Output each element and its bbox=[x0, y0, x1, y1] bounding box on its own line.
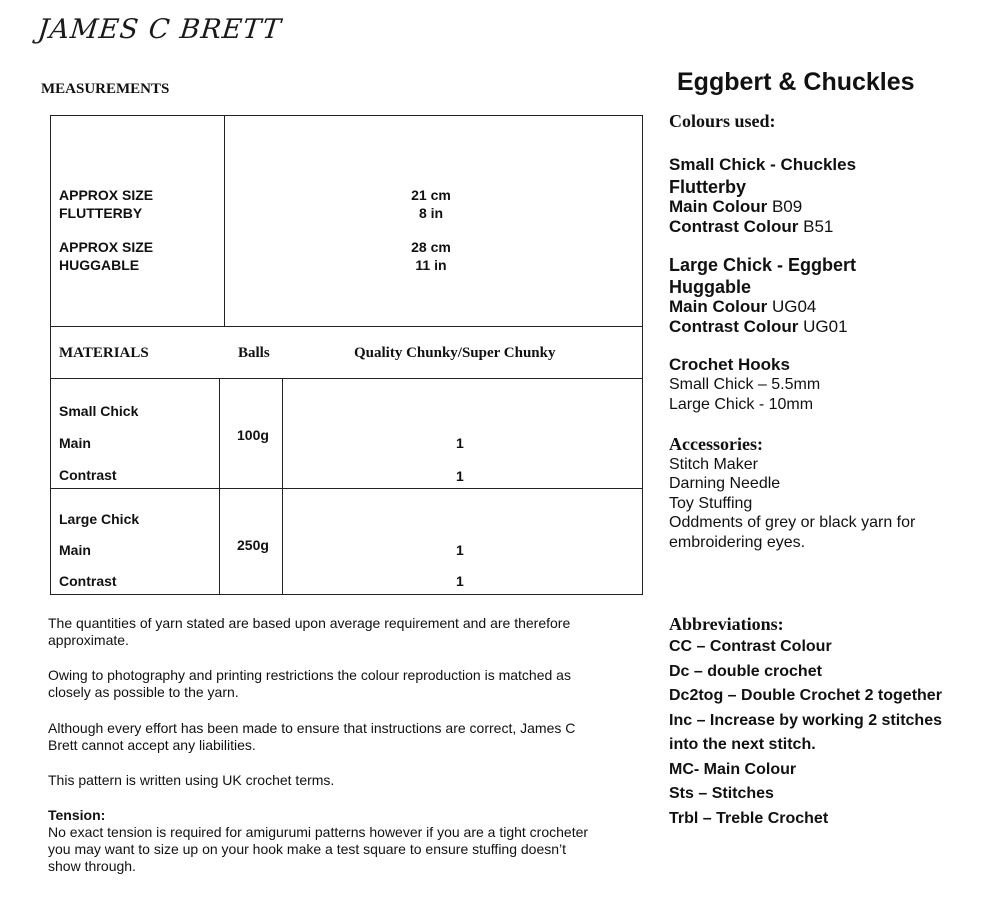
small-chick-subtitle: Flutterby bbox=[669, 177, 747, 197]
accessories bbox=[669, 435, 915, 552]
large-main-qty: 1 bbox=[456, 542, 464, 558]
note-line: Although every effort has been made to ensure that instructions are correct, James C bbox=[48, 720, 576, 736]
note-tension bbox=[48, 807, 648, 875]
small-chick-label: Small Chick bbox=[59, 403, 139, 419]
small-main-qty: 1 bbox=[456, 435, 464, 451]
note-line: No exact tension is required for amigurumi patterns however if you are a tight crocheter bbox=[48, 824, 589, 840]
hook-large: Large Chick - 10mm bbox=[669, 396, 814, 413]
size-cm: 28 cm bbox=[411, 239, 451, 255]
contrast-colour-code: UG01 bbox=[803, 317, 848, 336]
size-label-line: APPROX SIZE bbox=[59, 187, 154, 203]
small-main-label: Main bbox=[59, 435, 91, 451]
measurements-table bbox=[50, 115, 643, 595]
note-line: closely as possible to the yarn. bbox=[48, 684, 239, 700]
abbreviation-item: Dc – double crochet bbox=[669, 662, 822, 680]
large-main-label: Main bbox=[59, 542, 91, 558]
note-line: Owing to photography and printing restrictions the colour reproduction is matched as bbox=[48, 667, 571, 683]
large-chick-label: Large Chick bbox=[59, 511, 140, 527]
size-in: 11 in bbox=[415, 257, 447, 273]
small-chick-title: Small Chick - Chuckles bbox=[669, 155, 857, 174]
size-in: 8 in bbox=[418, 205, 444, 221]
size-huggable-value bbox=[391, 238, 471, 274]
abbreviation-item: into the next stitch. bbox=[669, 736, 816, 753]
accessory-item: Darning Needle bbox=[669, 475, 781, 492]
abbreviation-item: CC – Contrast Colour bbox=[669, 638, 832, 655]
large-contrast-label: Contrast bbox=[59, 573, 117, 589]
small-contrast-label: Contrast bbox=[59, 467, 117, 483]
size-flutterby-label bbox=[59, 186, 153, 222]
abbreviation-item: Inc – Increase by working 2 stitches bbox=[669, 711, 942, 729]
large-chick-subtitle: Huggable bbox=[669, 277, 752, 297]
contrast-colour-label: Contrast Colour bbox=[669, 217, 799, 236]
accessory-item: Toy Stuffing bbox=[669, 494, 753, 512]
large-chick-colours bbox=[669, 255, 856, 337]
balls-header: Balls bbox=[238, 345, 270, 361]
contrast-colour-code: B51 bbox=[803, 217, 834, 236]
tension-title: Tension: bbox=[48, 807, 106, 823]
note-colour bbox=[48, 667, 648, 701]
size-huggable-label bbox=[59, 238, 153, 274]
small-weight: 100g bbox=[237, 427, 269, 443]
hook-small: Small Chick – 5.5mm bbox=[669, 376, 821, 393]
accessory-item: Stitch Maker bbox=[669, 455, 758, 473]
crochet-hooks bbox=[669, 355, 820, 415]
note-uk-terms: This pattern is written using UK crochet terms. bbox=[48, 772, 335, 788]
size-flutterby-value bbox=[391, 186, 471, 222]
pattern-title: Eggbert & Chuckles bbox=[677, 68, 915, 96]
abbreviations-title: Abbreviations: bbox=[669, 614, 784, 634]
main-colour-label: Main Colour bbox=[669, 197, 768, 216]
accessory-item: embroidering eyes. bbox=[669, 533, 806, 551]
note-line: show through. bbox=[48, 858, 136, 874]
main-colour-code: UG04 bbox=[771, 297, 817, 316]
colours-used-heading: Colours used: bbox=[669, 111, 776, 131]
size-label-line: HUGGABLE bbox=[59, 257, 140, 273]
note-quantities bbox=[48, 615, 648, 649]
contrast-colour-label: Contrast Colour bbox=[669, 317, 799, 336]
brand-logo: JAMES C BRETT bbox=[36, 14, 284, 45]
quality-header: Quality Chunky/Super Chunky bbox=[354, 345, 556, 361]
note-line: Brett cannot accept any liabilities. bbox=[48, 737, 256, 753]
small-chick-colours bbox=[669, 155, 856, 237]
size-label-line: APPROX SIZE bbox=[59, 239, 154, 255]
accessory-item: Oddments of grey or black yarn for bbox=[669, 514, 916, 531]
main-colour-code: B09 bbox=[771, 197, 803, 216]
small-contrast-qty: 1 bbox=[456, 468, 464, 484]
note-line: approximate. bbox=[48, 632, 129, 648]
note-line: The quantities of yarn stated are based upon average requirement and are therefore bbox=[48, 615, 571, 631]
abbreviation-item: Sts – Stitches bbox=[669, 785, 774, 802]
size-label-line: FLUTTERBY bbox=[59, 205, 143, 221]
materials-header: MATERIALS bbox=[59, 345, 149, 361]
main-colour-label: Main Colour bbox=[669, 297, 768, 316]
large-weight: 250g bbox=[237, 537, 269, 553]
large-chick-title: Large Chick - Eggbert bbox=[669, 255, 857, 275]
note-line: you may want to size up on your hook make a test square to ensure stuffing doesn’t bbox=[48, 841, 567, 857]
note-liability bbox=[48, 720, 648, 754]
abbreviation-item: Trbl – Treble Crochet bbox=[669, 809, 829, 827]
accessories-title: Accessories: bbox=[669, 434, 763, 454]
abbreviations-list bbox=[669, 635, 942, 831]
large-contrast-qty: 1 bbox=[456, 573, 464, 589]
size-cm: 21 cm bbox=[411, 187, 451, 203]
abbreviation-item: Dc2tog – Double Crochet 2 together bbox=[669, 687, 942, 704]
abbreviation-item: MC- Main Colour bbox=[669, 760, 797, 778]
measurements-heading: MEASUREMENTS bbox=[41, 81, 170, 97]
hooks-title: Crochet Hooks bbox=[669, 355, 790, 374]
